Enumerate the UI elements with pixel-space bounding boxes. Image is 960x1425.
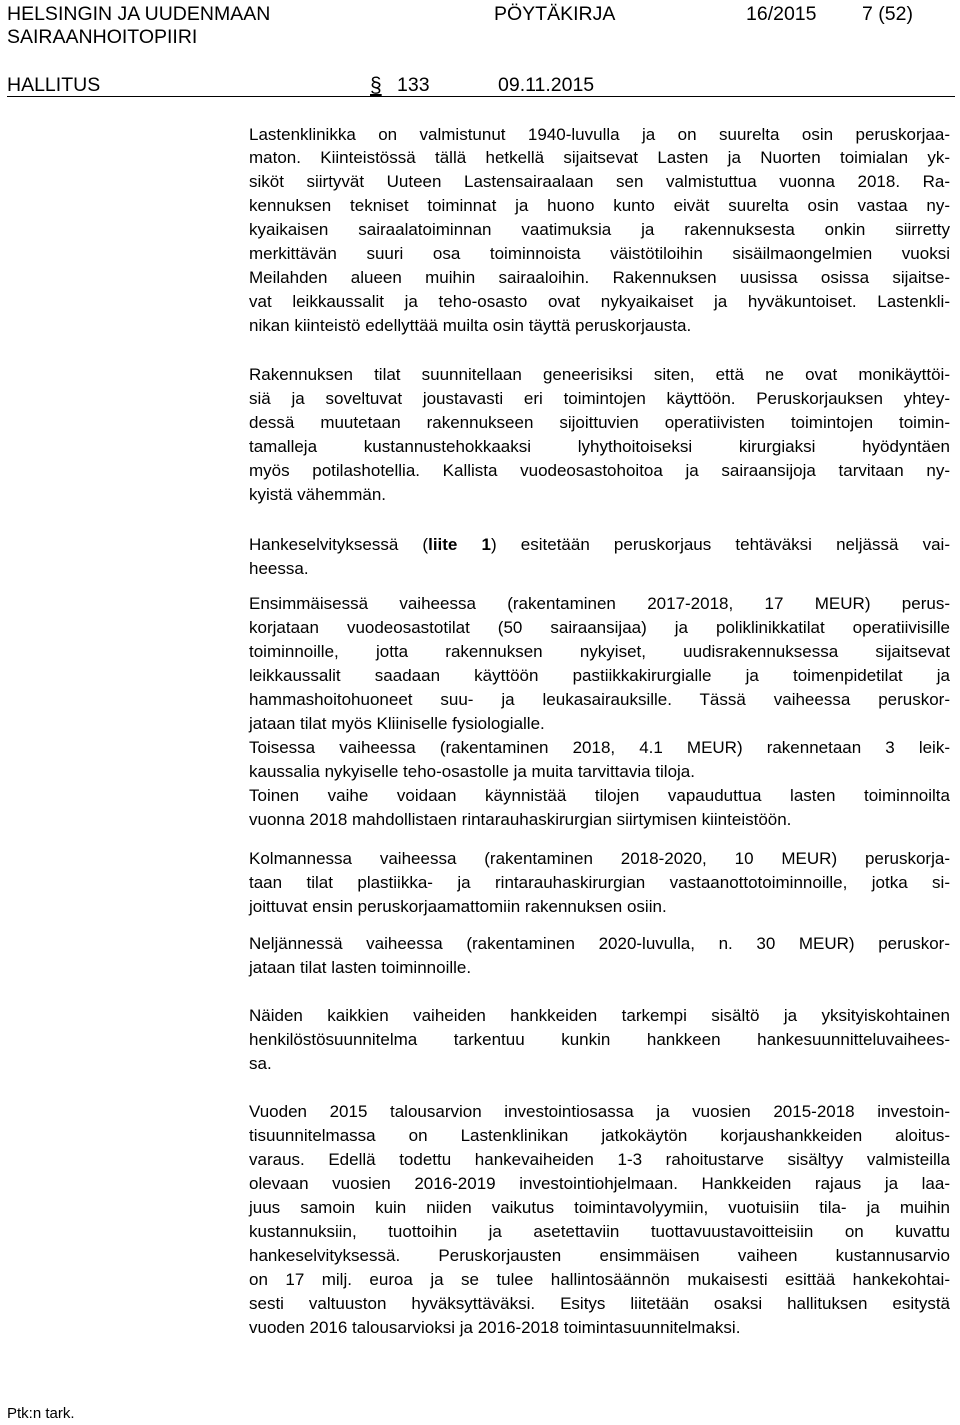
text-line: sesti valtuuston hyväksyttäväksi. Esitys liitetään osaksi hallituksen esitystä	[249, 1294, 950, 1313]
text-line: Toinen vaihe voidaan käynnistää tilojen vapauduttua lasten toiminnoilta	[249, 786, 950, 805]
text-line: heessa.	[249, 559, 309, 578]
org-name-line2: SAIRAANHOITOPIIRI	[7, 26, 198, 48]
document-number: 16/2015	[746, 3, 817, 25]
text-line: kaussalia nykyiselle teho-osastolle ja muita tarvittavia tiloja.	[249, 762, 695, 781]
text-line: vuonna 2018 mahdollistaen rintarauhaskirurgian siirtymisen kiinteistöön.	[249, 810, 792, 829]
text-line: hammashoitohuoneet suu- ja leukasairauksille. Tässä vaiheessa peruskor-	[249, 690, 950, 709]
governing-body: HALLITUS	[7, 74, 101, 96]
text-line: leikkaussalit saadaan käyttöön pastiikkakirurgialle ja toimenpidetilat ja	[249, 666, 950, 685]
text-line: on 17 milj. euroa ja se tulee hallintosäännön mukaisesti esittää hankekohtai-	[249, 1270, 950, 1289]
text-line: Meilahden alueen muihin sairaaloihin. Rakennuksen uusissa osissa sijaitse-	[249, 268, 950, 287]
section-number: 133	[397, 74, 430, 96]
text-span: ) esitetään peruskorjaus tehtäväksi neljässä vai-	[490, 535, 950, 554]
text-line: varaus. Edellä todettu hankevaiheiden 1-3 rahoitustarve sisältyy valmisteilla	[249, 1150, 950, 1169]
text-line: tamalleja kustannustehokkaaksi lyhythoitoiseksi kirurgiaksi hyödyntäen	[249, 437, 950, 456]
text-line: Rakennuksen tilat suunnitellaan geneerisiksi siten, että ne ovat monikäyttöi-	[249, 365, 950, 384]
text-line: hankeselvityksessä. Peruskorjausten ensimmäisen vaiheen kustannusarvio	[249, 1246, 950, 1265]
text-line: toiminnoille, jotta rakennuksen nykyiset, uudisrakennuksessa sijaitsevat	[249, 642, 950, 661]
text-line: henkilöstösuunnitelma tarkentuu kunkin hankkeen hankesuunnitteluvaihees-	[249, 1030, 950, 1049]
text-line: Näiden kaikkien vaiheiden hankkeiden tarkempi sisältö ja yksityiskohtainen	[249, 1006, 950, 1025]
text-line: maton. Kiinteistössä tällä hetkellä sijaitsevat Lasten ja Nuorten toimialan yk-	[249, 148, 950, 167]
text-line: vat leikkaussalit ja teho-osasto ovat nykyaikaiset ja hyväkuntoiset. Lastenkli-	[249, 292, 950, 311]
section-mark: §	[370, 74, 382, 97]
text-line: jataan tilat myös Kliiniselle fysiologialle.	[249, 714, 545, 733]
text-line: Kolmannessa vaiheessa (rakentaminen 2018-2020, 10 MEUR) peruskorja-	[249, 849, 950, 868]
text-line: kyaikaisen sairaalatoiminnan vaatimuksia ja rakennuksesta onkin siirretty	[249, 220, 950, 239]
text-line: kustannuksiin, tuottoihin ja asetettaviin tuottavuustavoitteisiin on kuvattu	[249, 1222, 950, 1241]
text-line: jataan tilat lasten toiminnoille.	[249, 958, 472, 977]
text-line: siköt siirtyvät Uuteen Lastensairaalaan sen valmistuttua vuonna 2018. Ra-	[249, 172, 950, 191]
text-line: Ensimmäisessä vaiheessa (rakentaminen 2017-2018, 17 MEUR) perus-	[249, 594, 950, 613]
text-line: kyistä vähemmän.	[249, 485, 386, 504]
text-line: nikan kiinteistö edellyttää muilta osin täyttä peruskorjausta.	[249, 316, 692, 335]
text-line: merkittävän suuri osa toiminnoista väistötiloihin sisäilmaongelmien vuoksi	[249, 244, 950, 263]
text-line: kennuksen tekniset toiminnat ja huono kunto eivät suurelta osin vastaa ny-	[249, 196, 950, 215]
text-line: Neljännessä vaiheessa (rakentaminen 2020-luvulla, n. 30 MEUR) peruskor-	[249, 934, 950, 953]
document-type: PÖYTÄKIRJA	[494, 3, 616, 25]
text-line: dessä muutetaan rakennukseen sijoittuvien operatiivisten toimintojen toimin-	[249, 413, 950, 432]
text-line: Lastenklinikka on valmistunut 1940-luvulla ja on suurelta osin peruskorjaa-	[249, 125, 950, 144]
text-line: olevaan vuosien 2016-2019 investointiohjelmaan. Hankkeiden rajaus ja laa-	[249, 1174, 950, 1193]
page-number: 7 (52)	[862, 3, 913, 25]
text-line: juus samoin kuin niiden vaikutus toimintavolyymiin, vuotuisiin tila- ja muihin	[249, 1198, 950, 1217]
text-line: vuoden 2016 talousarvioksi ja 2016-2018 toimintasuunnitelmaksi.	[249, 1318, 741, 1337]
text-line: myös potilashotellia. Kallista vuodeosastohoitoa ja sairaansijoja tarvitaan ny-	[249, 461, 950, 480]
text-line: taan tilat plastiikka- ja rintarauhaskirurgian vastaanottotoiminnoille, jotka si-	[249, 873, 950, 892]
text-line: Vuoden 2015 talousarvion investointiosassa ja vuosien 2015-2018 investoin-	[249, 1102, 950, 1121]
minutes-check-label: Ptk:n tark.	[7, 1405, 75, 1422]
text-line: siä ja soveltuvat joustavasti eri toimintojen käyttöön. Peruskorjauksen yhtey-	[249, 389, 950, 408]
text-line: tisuunnitelmassa on Lastenklinikan jatkokäytön korjaushankkeiden aloitus-	[249, 1126, 950, 1145]
text-line: Toisessa vaiheessa (rakentaminen 2018, 4.1 MEUR) rakennetaan 3 leik-	[249, 738, 950, 757]
text-line	[249, 534, 950, 556]
attachment-reference: liite 1	[428, 535, 491, 554]
header-divider	[7, 96, 955, 97]
text-line: joittuvat ensin peruskorjaamattomiin rakennuksen osiin.	[249, 897, 667, 916]
text-span: Hankeselvityksessä (	[249, 535, 429, 554]
meeting-date: 09.11.2015	[498, 74, 595, 96]
text-line: sa.	[249, 1054, 272, 1073]
text-line: korjataan vuodeosastotilat (50 sairaansijaa) ja poliklinikkatilat operatiivisille	[249, 618, 950, 637]
org-name-line1: HELSINGIN JA UUDENMAAN	[7, 3, 271, 25]
